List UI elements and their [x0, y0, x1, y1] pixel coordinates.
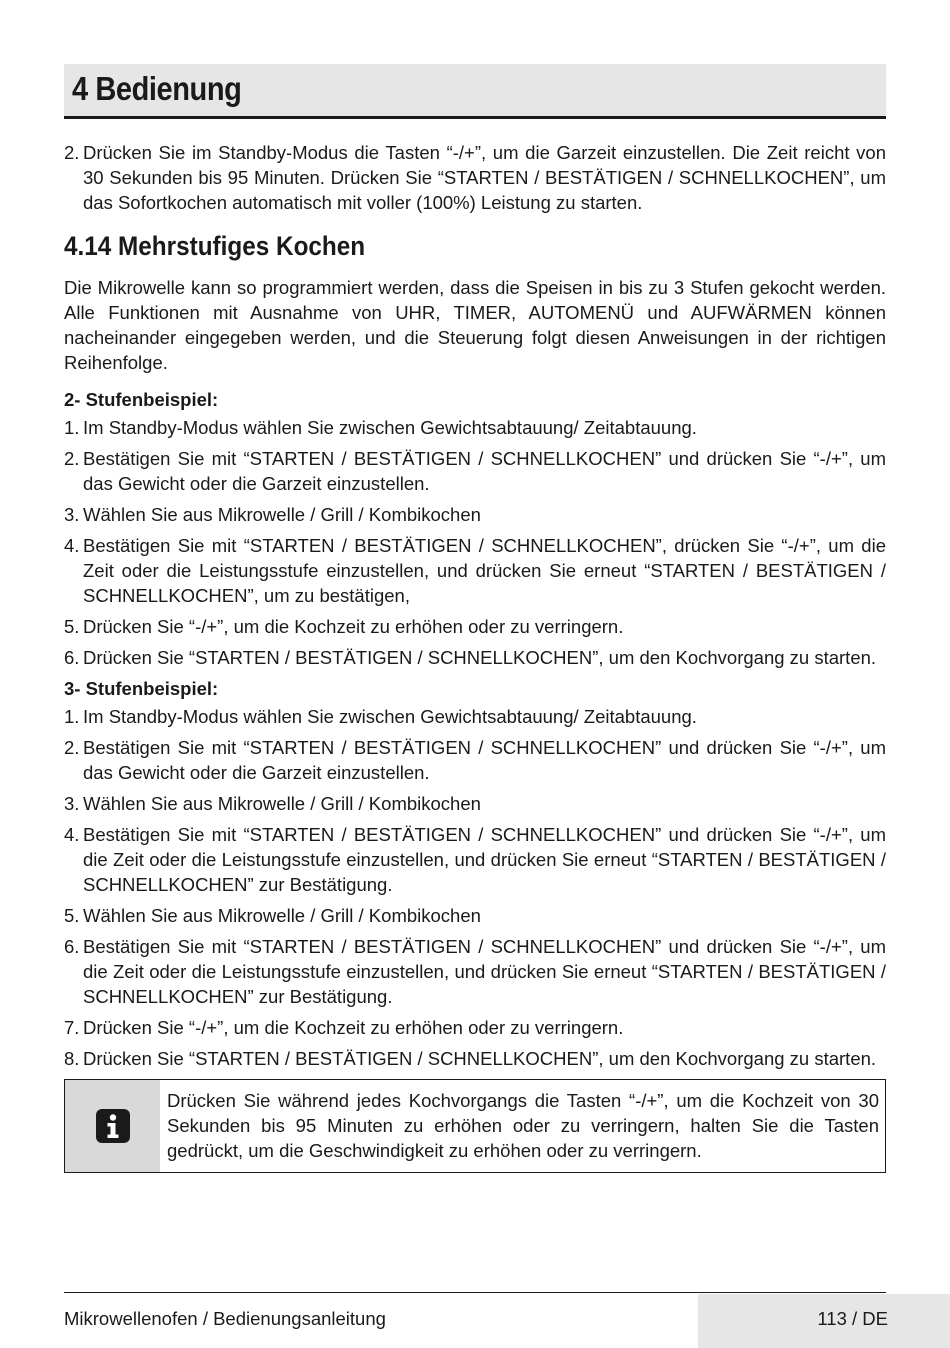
step-number: 2.: [64, 448, 80, 469]
step-number: 6.: [64, 647, 80, 668]
three-stage-heading: 3- Stufenbeispiel:: [64, 678, 219, 699]
step-number: 6.: [64, 936, 80, 957]
section-title: 4.14 Mehrstufiges Kochen: [64, 231, 366, 261]
step-number: 5.: [64, 905, 80, 926]
step-number: 8.: [64, 1048, 80, 1069]
step-number: 3.: [64, 793, 80, 814]
list-item: [64, 533, 886, 608]
step-text: Drücken Sie “-/+”, um die Kochzeit zu erhöhen oder zu verringern.: [83, 616, 624, 637]
list-item: [64, 704, 886, 729]
list-item: [64, 903, 886, 928]
page-content: [64, 140, 886, 1173]
step-number: 2.: [64, 142, 80, 163]
intro-step: [64, 140, 886, 215]
step-text: Bestätigen Sie mit “STARTEN / BESTÄTIGEN / SCHNELLKOCHEN”, drücken Sie “-/+”, um die Zeit oder die Leistungsstufe einzustellen, und drücken Sie erneut “STARTEN / BESTÄTIGEN / SCHNELLKOCHEN”, um zu bestätigen,: [83, 535, 886, 606]
list-item: [64, 645, 886, 670]
step-text: Bestätigen Sie mit “STARTEN / BESTÄTIGEN / SCHNELLKOCHEN” und drücken Sie “-/+”, um das Gewicht oder die Garzeit einzustellen.: [83, 737, 886, 783]
step-number: 2.: [64, 737, 80, 758]
list-item: [64, 735, 886, 785]
chapter-title: 4 Bedienung: [72, 70, 242, 107]
step-text: Im Standby-Modus wählen Sie zwischen Gewichtsabtauung/ Zeitabtauung.: [83, 417, 697, 438]
step-text: Drücken Sie im Standby-Modus die Tasten “-/+”, um die Garzeit einzustellen. Die Zeit reicht von 30 Sekunden bis 95 Minuten. Drücken Sie “STARTEN / BESTÄTIGEN / SCHNELLKOCHEN”, um das Sofortkochen automatisch mit voller (100%) Leistung zu starten.: [83, 142, 886, 213]
list-item: [64, 822, 886, 897]
step-number: 7.: [64, 1017, 80, 1038]
step-text: Im Standby-Modus wählen Sie zwischen Gewichtsabtauung/ Zeitabtauung.: [83, 706, 697, 727]
step-text: Wählen Sie aus Mikrowelle / Grill / Kombikochen: [83, 793, 481, 814]
step-number: 4.: [64, 535, 80, 556]
info-icon-cell: [65, 1080, 160, 1172]
info-note-text: Drücken Sie während jedes Kochvorgangs die Tasten “-/+”, um die Kochzeit von 30 Sekunden bis 95 Minuten zu erhöhen oder zu verringern, halten Sie die Tasten gedrückt, um die Geschwindigkeit zu erhöhen oder zu verringern.: [167, 1090, 879, 1161]
step-text: Drücken Sie “STARTEN / BESTÄTIGEN / SCHNELLKOCHEN”, um den Kochvorgang zu starten.: [83, 1048, 877, 1069]
step-text: Bestätigen Sie mit “STARTEN / BESTÄTIGEN / SCHNELLKOCHEN” und drücken Sie “-/+”, um die Zeit oder die Leistungsstufe einzustellen, und drücken Sie erneut “STARTEN / BESTÄTIGEN / SCHNELLKOCHEN” zur Bestätigung.: [83, 824, 886, 895]
step-text: Wählen Sie aus Mikrowelle / Grill / Kombikochen: [83, 905, 481, 926]
list-item: [64, 614, 886, 639]
step-text: Drücken Sie “-/+”, um die Kochzeit zu erhöhen oder zu verringern.: [83, 1017, 624, 1038]
three-stage-list: [64, 704, 886, 1071]
two-stage-heading: 2- Stufenbeispiel:: [64, 389, 219, 410]
list-item: [64, 1046, 886, 1071]
list-item: [64, 446, 886, 496]
footer-divider: [64, 1292, 886, 1293]
chapter-header: [64, 64, 886, 119]
step-number: 3.: [64, 504, 80, 525]
info-note: [64, 1079, 886, 1173]
two-stage-list: [64, 415, 886, 670]
step-text: Drücken Sie “STARTEN / BESTÄTIGEN / SCHNELLKOCHEN”, um den Kochvorgang zu starten.: [83, 647, 877, 668]
step-number: 4.: [64, 824, 80, 845]
list-item: [64, 934, 886, 1009]
step-number: 1.: [64, 417, 80, 438]
step-number: 1.: [64, 706, 80, 727]
step-text: Bestätigen Sie mit “STARTEN / BESTÄTIGEN / SCHNELLKOCHEN” und drücken Sie “-/+”, um die Zeit oder die Leistungsstufe einzustellen, und drücken Sie erneut “STARTEN / BESTÄTIGEN / SCHNELLKOCHEN” zur Bestätigung.: [83, 936, 886, 1007]
list-item: [64, 1015, 886, 1040]
footer-document-title: Mikrowellenofen / Bedienungsanleitung: [64, 1308, 386, 1329]
list-item: [64, 502, 886, 527]
list-item: [64, 415, 886, 440]
footer-page-number: 113 / DE: [817, 1308, 888, 1329]
step-text: Wählen Sie aus Mikrowelle / Grill / Kombikochen: [83, 504, 481, 525]
info-icon: [95, 1108, 131, 1144]
step-number: 5.: [64, 616, 80, 637]
list-item: [64, 791, 886, 816]
section-intro: Die Mikrowelle kann so programmiert werden, dass die Speisen in bis zu 3 Stufen gekocht werden. Alle Funktionen mit Ausnahme von UHR, TIMER, AUTOMENÜ und AUFWÄRMEN können nacheinander eingegeben werden, und die Steuerung folgt diesen Anweisungen in der richtigen Reihenfolge.: [64, 277, 886, 373]
step-text: Bestätigen Sie mit “STARTEN / BESTÄTIGEN / SCHNELLKOCHEN” und drücken Sie “-/+”, um das Gewicht oder die Garzeit einzustellen.: [83, 448, 886, 494]
